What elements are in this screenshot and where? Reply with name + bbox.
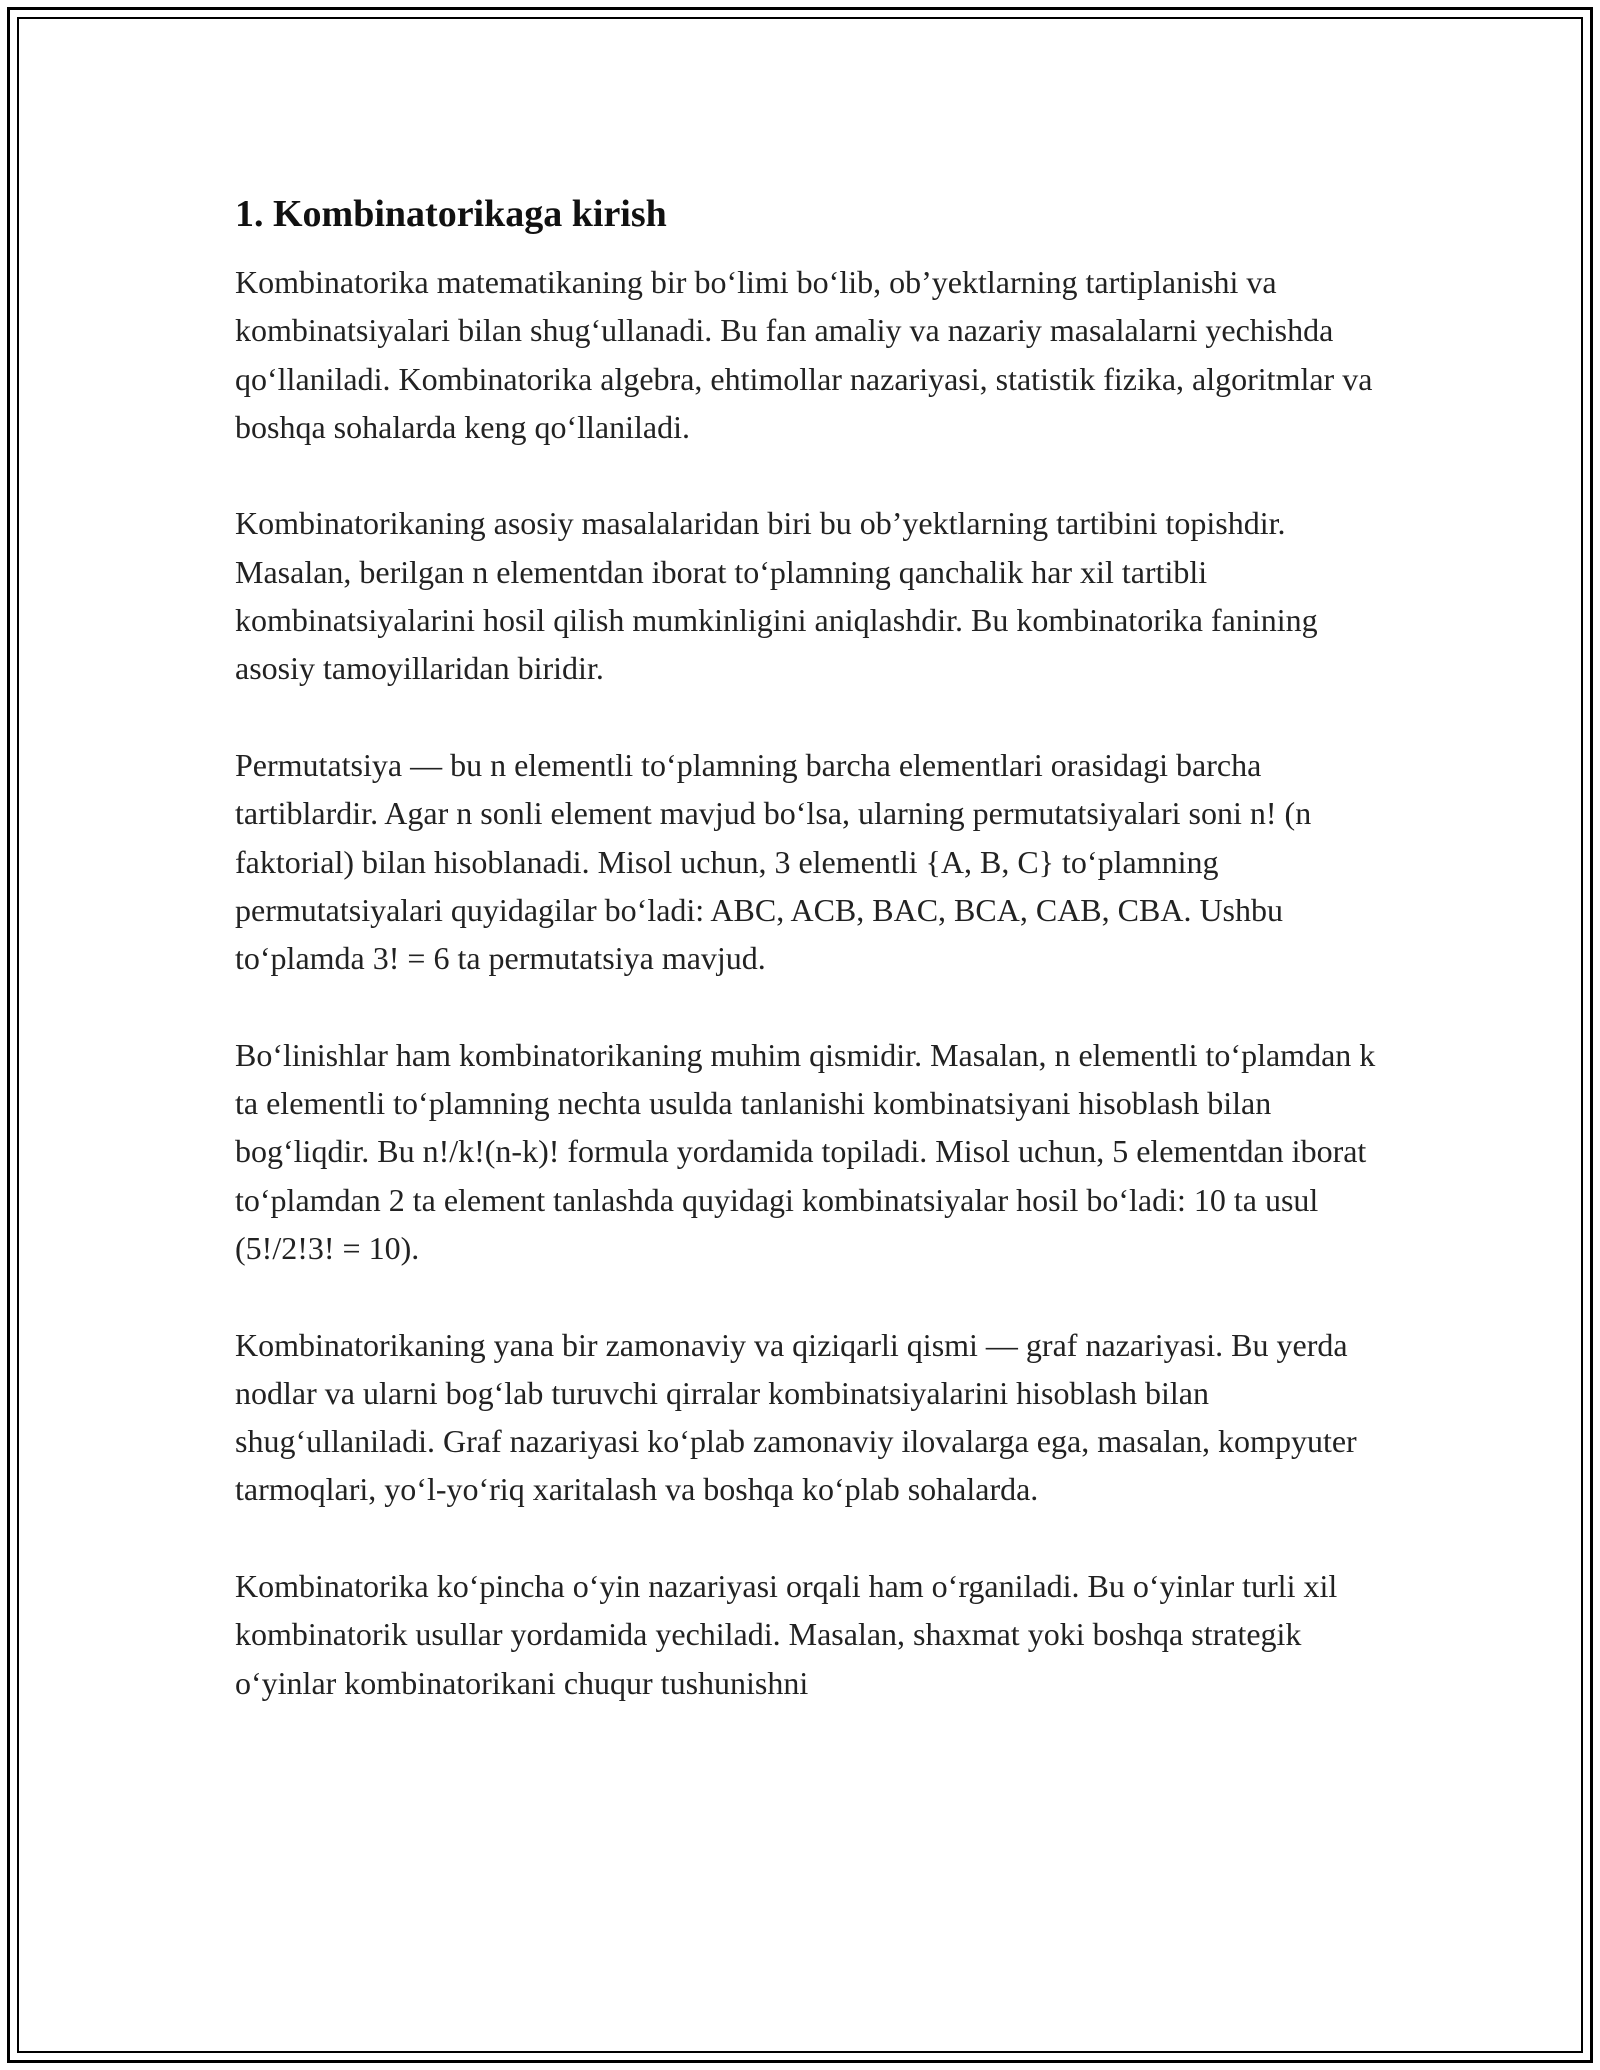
paragraph-graph-theory: Kombinatorikaning yana bir zamonaviy va qiziqarli qismi — graf nazariyasi. Bu yerda nodlar va ularni bog‘lab turuvchi qirralar kombinatsiyalarini hisoblash bilan shug‘ullaniladi. Graf nazariyasi ko‘plab zamonaviy ilovalarga ega, masalan, kompyuter tarmoqlari, yo‘l-yo‘riq xaritalash va boshqa ko‘plab sohalarda. xyxy=(235,1326,1357,1508)
section-heading: 1. Kombinatorikaga kirish xyxy=(235,193,667,235)
paragraph-main-problem: Kombinatorikaning asosiy masalalaridan biri bu ob’yektlarning tartibini topishdir. Masalan, berilgan n elementdan iborat to‘plamning qanchalik har xil tartibli kombinatsiyalarini hosil qilish mumkinligini aniqlashdir. Bu kombinatorika fanining asosiy tamoyillaridan biridir. xyxy=(235,505,1318,687)
paragraph-intro: Kombinatorika matematikaning bir bo‘limi bo‘lib, ob’yektlarning tartiplanishi va kombinatsiyalari bilan shug‘ullanadi. Bu fan amaliy va nazariy masalalarni yechishda qo‘llaniladi. Kombinatorika algebra, ehtimollar nazariyasi, statistik fizika, algoritmlar va boshqa sohalarda keng qo‘llaniladi. xyxy=(235,264,1373,445)
paragraph-game-theory: Kombinatorika ko‘pincha o‘yin nazariyasi orqali ham o‘rganiladi. Bu o‘yinlar turli xil kombinatorik usullar yordamida yechiladi. Masalan, shaxmat yoki boshqa strategik o‘yinlar kombinatorikani chuqur tushunishni xyxy=(235,1568,1338,1701)
document-body xyxy=(235,186,1385,1755)
paragraph-permutations: Permutatsiya — bu n elementli to‘plamning barcha elementlari orasidagi barcha tartiblardir. Agar n sonli element mavjud bo‘lsa, ularning permutatsiyalari soni n! (n faktorial) bilan hisoblanadi. Misol uchun, 3 elementli {A, B, C} to‘plamning permutatsiyalari quyidagilar bo‘ladi: ABC, ACB, BAC, BCA, CAB, CBA. Ushbu to‘plamda 3! = 6 ta permutatsiya mavjud. xyxy=(235,746,1312,977)
paragraph-combinations: Bo‘linishlar ham kombinatorikaning muhim qismidir. Masalan, n elementli to‘plamdan k ta elementli to‘plamning nechta usulda tanlanishi kombinatsiyani hisoblash bilan bog‘liqdir. Bu n!/k!(n-k)! formula yordamida topiladi. Misol uchun, 5 elementdan iborat to‘plamdan 2 ta element tanlashda quyidagi kombinatsiyalar hosil bo‘ladi: 10 ta usul (5!/2!3! = 10). xyxy=(235,1036,1376,1266)
